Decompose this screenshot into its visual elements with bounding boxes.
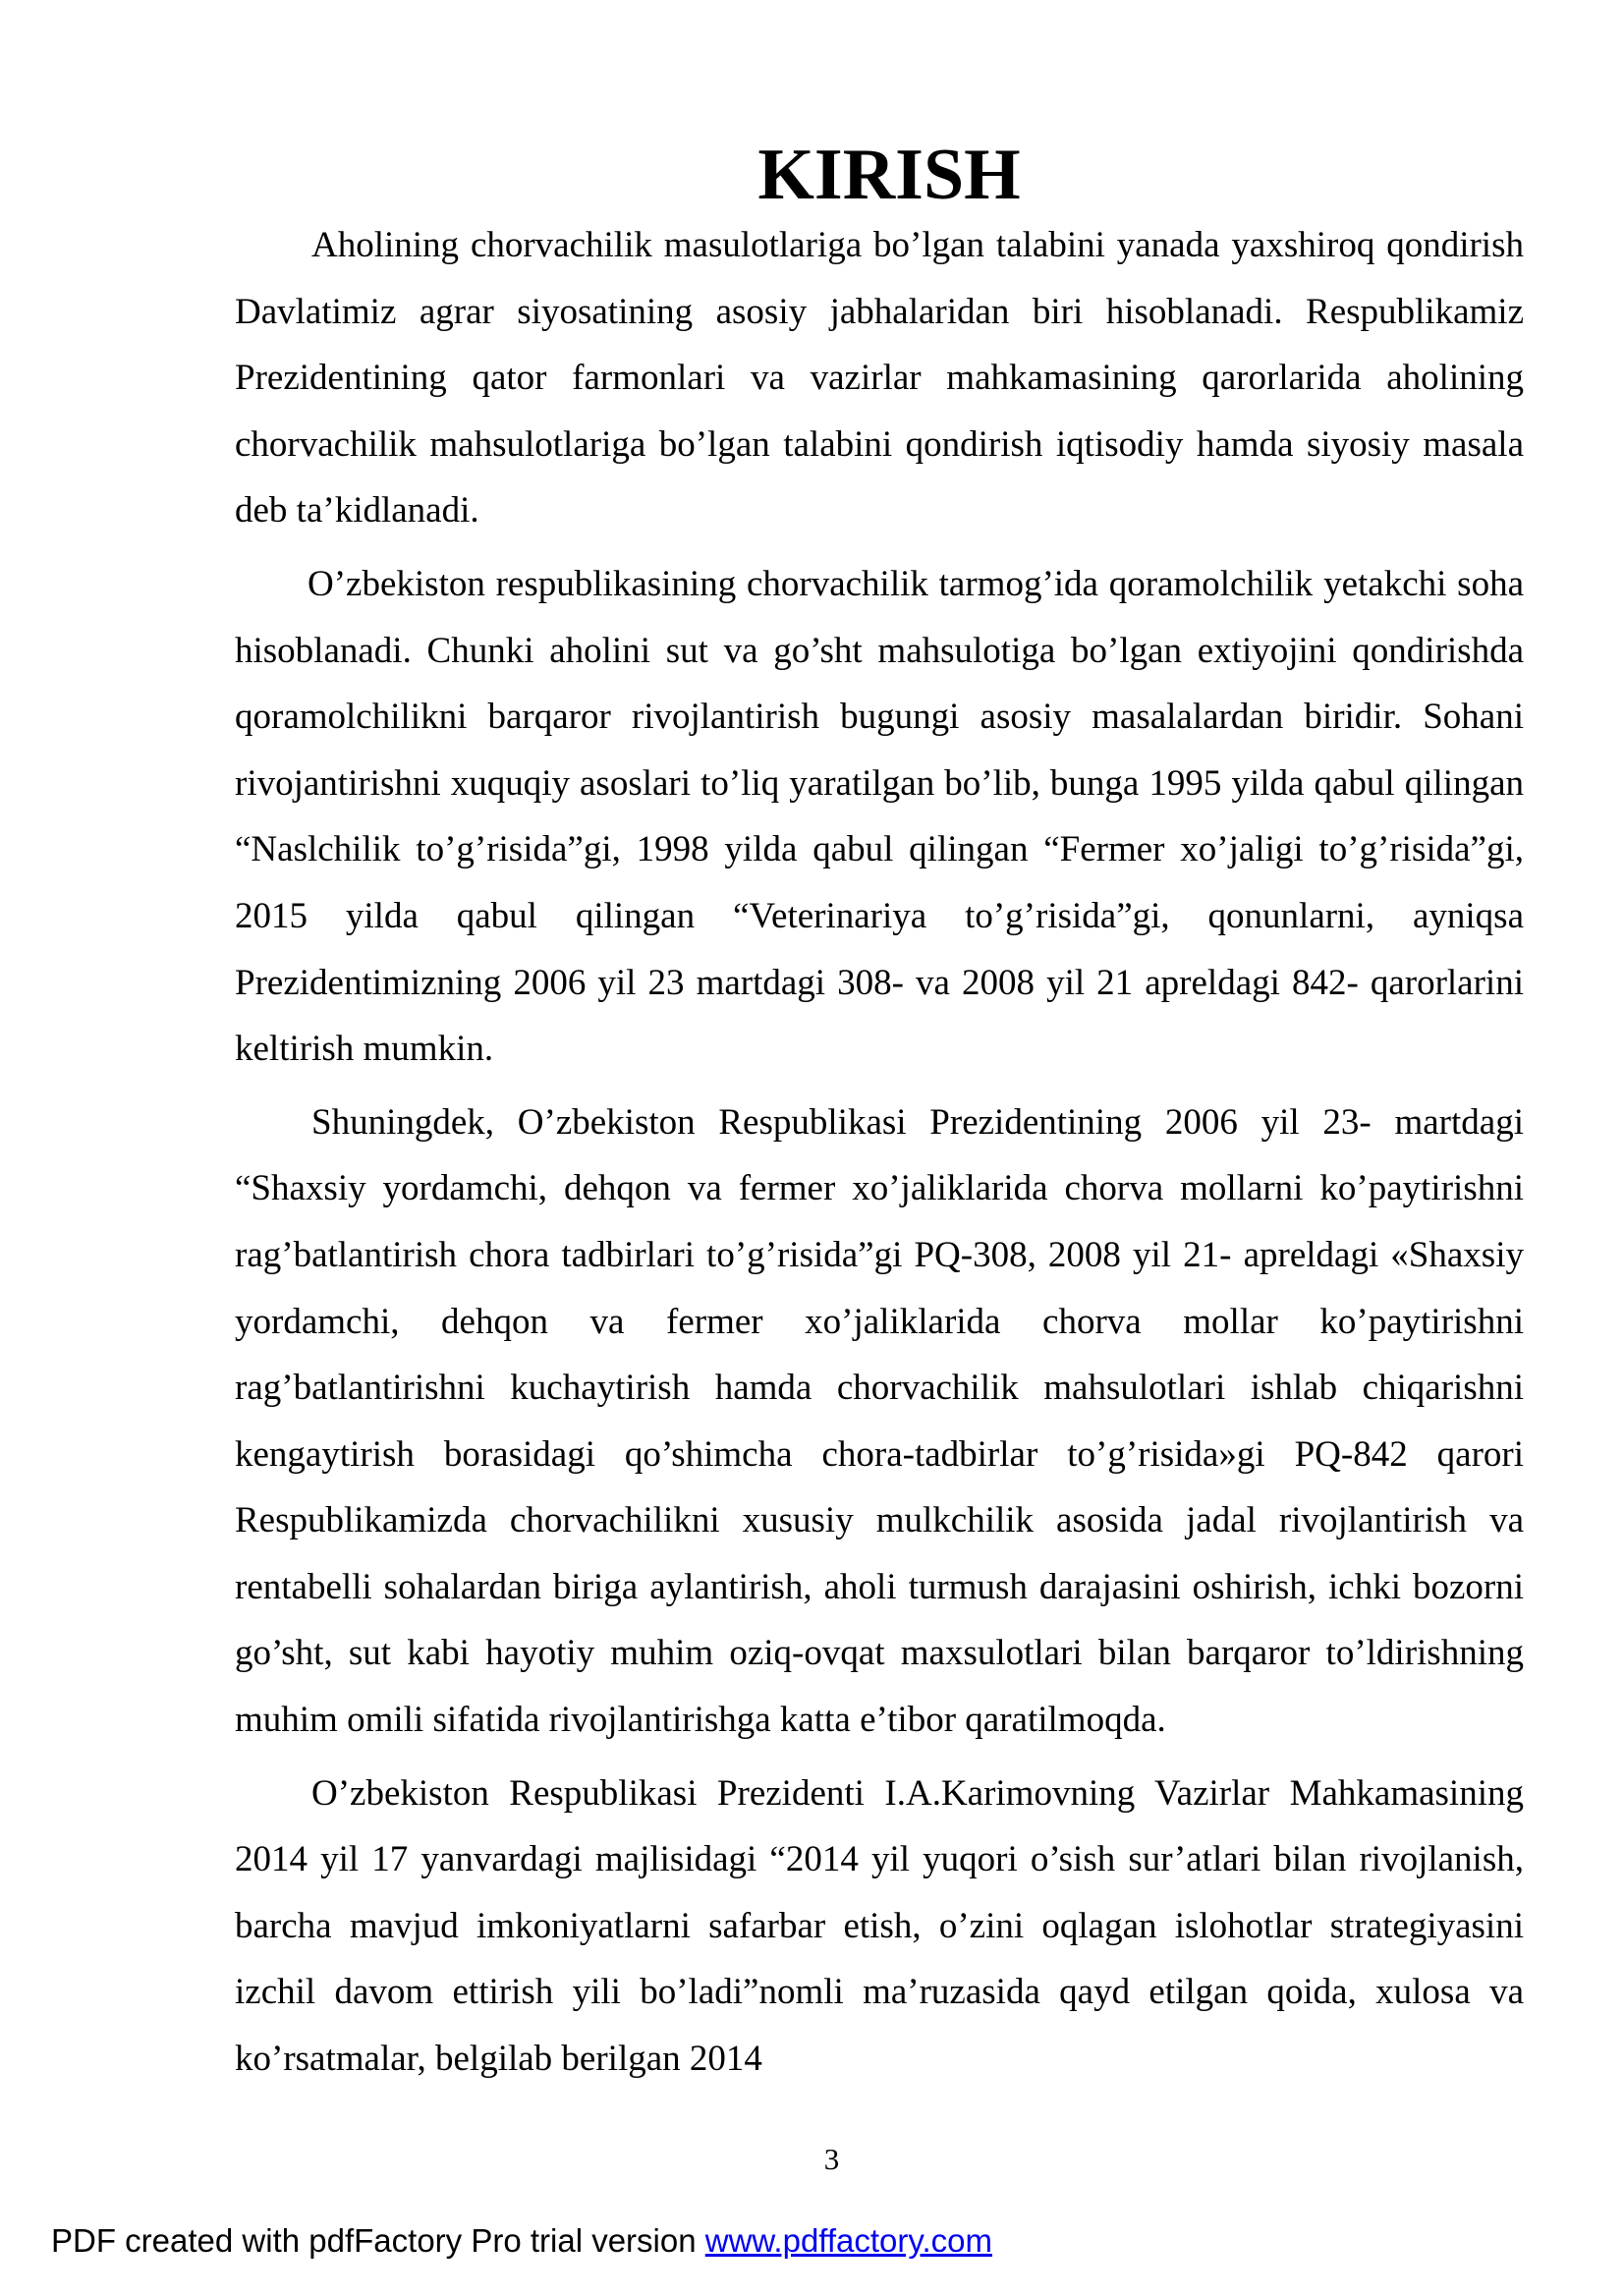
page-number: 3 xyxy=(823,2142,840,2176)
footer-link[interactable]: www.pdffactory.com xyxy=(704,2222,992,2259)
paragraph-3: Shuningdek, O’zbekiston Respublikasi Prezidentining 2006 yil 23- martdagi “Shaxsiy yordamchi, dehqon va fermer xo’jaliklarida chorva mollarni ko’paytirishni rag’batlantirish chora tadbirlari to’g’risida”gi PQ-308, 2008 yil 21- apreldagi «Shaxsiy yordamchi, dehqon va fermer xo’jaliklarida chorva mollar ko’paytirishni rag’batlantirishni kuchaytirish hamda chorvachilik mahsulotlari ishlab chiqarishni kengaytirish borasidagi qo’shimcha chora-tadbirlar to’g’risida»gi PQ-842 qarori Respublikamizda chorvachilikni xususiy mulkchilik asosida jadal rivojlantirish va rentabelli sohalardan biriga aylantirish, aholi turmush darajasini oshirish, ichki bozorni go’sht, sut kabi hayotiy muhim oziq-ovqat maxsulotlari bilan barqaror to’ldirishning muhim omili sifatida rivojlantirishga katta e’tibor qaratilmoqda. xyxy=(235,1101,1524,1741)
footer-text: PDF created with pdfFactory Pro trial version xyxy=(51,2222,705,2259)
paragraph-2: O’zbekiston respublikasining chorvachilik tarmog’ida qoramolchilik yetakchi soha hisoblanadi. Chunki aholini sut va go’sht mahsulotiga bo’lgan extiyojini qondirishda qoramolchilikni barqaror rivojlantirish bugungi asosiy masalalardan biridir. Sohani rivojantirishni xuquqiy asoslari to’liq yaratilgan bo’lib, bunga 1995 yilda qabul qilingan “Naslchilik to’g’risida”gi, 1998 yilda qabul qilingan “Fermer xo’jaligi to’g’risida”gi, 2015 yilda qabul qilingan “Veterinariya to’g’risida”gi, qonunlarni, ayniqsa Prezidentimizning 2006 yil 23 martdagi 308- va 2008 yil 21 apreldagi 842- qarorlarini keltirish mumkin. xyxy=(235,563,1524,1070)
paragraph-1: Aholining chorvachilik masulotlariga bo’lgan talabini yanada yaxshiroq qondirish Davlatimiz agrar siyosatining asosiy jabhalaridan biri hisoblanadi. Respublikamiz Prezidentining qator farmonlari va vazirlar mahkamasining qarorlarida aholining chorvachilik mahsulotlariga bo’lgan talabini qondirish iqtisodiy hamda siyosiy masala deb ta’kidlanadi. xyxy=(235,225,1524,532)
page-content xyxy=(235,135,1524,2093)
pdf-footer xyxy=(51,2222,992,2260)
section-heading: KIRISH xyxy=(757,135,1021,215)
paragraph-4: O’zbekiston Respublikasi Prezidenti I.A.Karimovning Vazirlar Mahkamasining 2014 yil 17 yanvardagi majlisidagi “2014 yil yuqori o’sish sur’atlari bilan rivojlanish, barcha mavjud imkoniyatlarni safarbar etish, o’zini oqlagan islohotlar strategiyasini izchil davom ettirish yili bo’ladi”nomli ma’ruzasida qayd etilgan qoida, xulosa va ko’rsatmalar, belgilab berilgan 2014 xyxy=(235,1772,1524,2080)
